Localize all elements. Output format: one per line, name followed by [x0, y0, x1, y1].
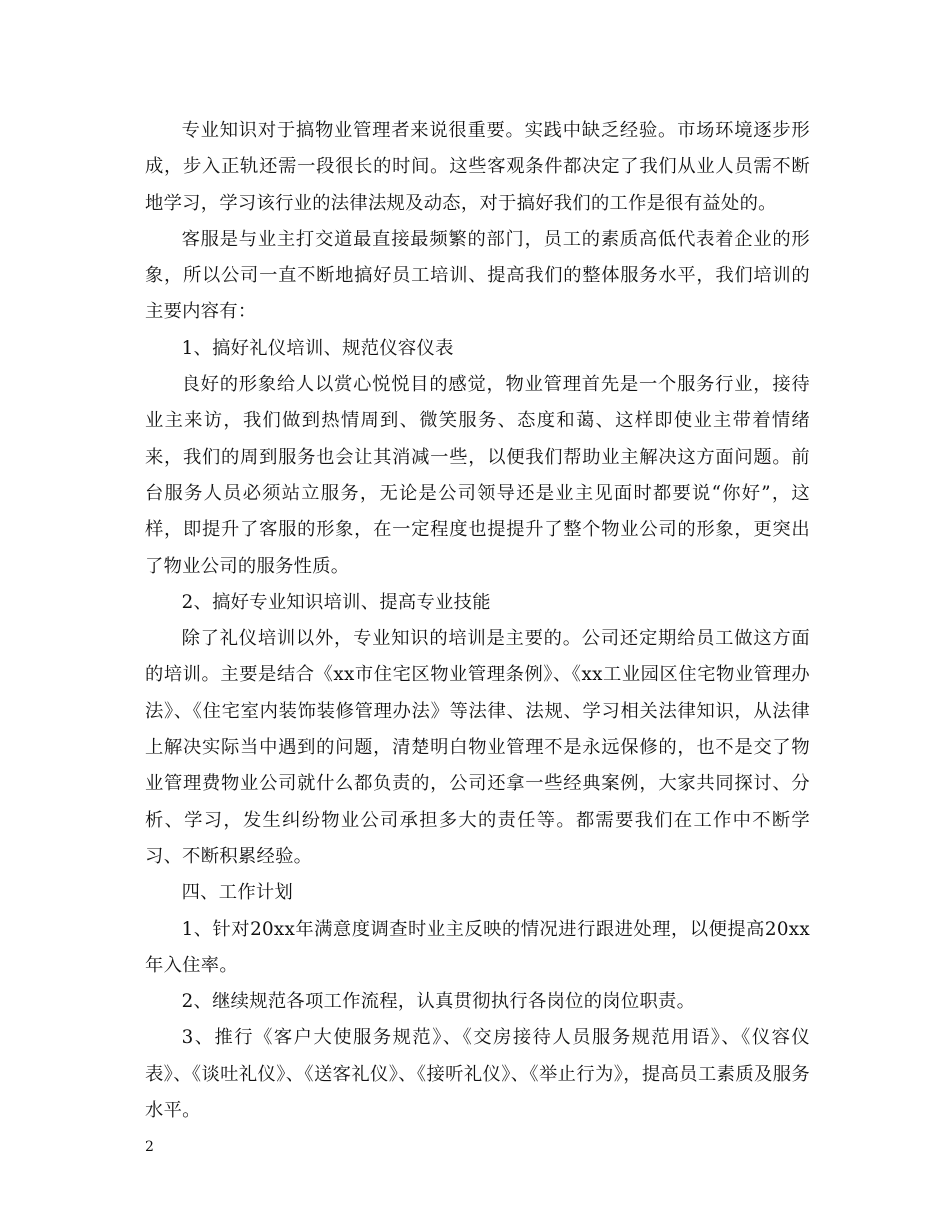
document-body [145, 113, 810, 1129]
heading-work-plan: 四、工作计划 [181, 882, 294, 904]
work-plan-item-2: 2、继续规范各项工作流程，认真贯彻执行各岗位的岗位职责。 [181, 991, 696, 1013]
heading-etiquette-training: 1、搞好礼仪培训、规范仪容仪表 [181, 337, 454, 359]
work-plan-item-3: 3、推行《客户大使服务规范》、《交房接待人员服务规范用语》、《仪容仪表》、《谈吐礼仪》、《送客礼仪》、《接听礼仪》、《举止行为》，提高员工素质及服务水平。 [145, 1027, 810, 1122]
heading-professional-training: 2、搞好专业知识培训、提高专业技能 [181, 591, 491, 613]
paragraph-etiquette-details: 良好的形象给人以赏心悦悦目的感觉，物业管理首先是一个服务行业，接待业主来访，我们做到热情周到、微笑服务、态度和蔼、这样即使业主带着情绪来，我们的周到服务也会让其消减一些，以便我们帮助业主解决这方面问题。前台服务人员必须站立服务，无论是公司领导还是业主见面时都要说“你好”，这样，即提升了客服的形象，在一定程度也提提升了整个物业公司的形象，更突出了物业公司的服务性质。 [145, 374, 810, 577]
page-number: 2 [145, 1139, 154, 1155]
paragraph-professional-knowledge: 专业知识对于搞物业管理者来说很重要。实践中缺乏经验。市场环境逐步形成，步入正轨还需一段很长的时间。这些客观条件都决定了我们从业人员需不断地学习，学习该行业的法律法规及动态，对于搞好我们的工作是很有益处的。 [145, 120, 810, 214]
work-plan-item-1: 1、针对20xx年满意度调查时业主反映的情况进行跟进处理，以便提高20xx年入住率。 [145, 918, 810, 976]
paragraph-customer-service: 客服是与业主打交道最直接最频繁的部门，员工的素质高低代表着企业的形象，所以公司一直不断地搞好员工培训、提高我们的整体服务水平，我们培训的主要内容有： [145, 228, 810, 323]
paragraph-professional-training-details: 除了礼仪培训以外，专业知识的培训是主要的。公司还定期给员工做这方面的培训。主要是结合《xx市住宅区物业管理条例》、《xx工业园区住宅物业管理办法》、《住宅室内装饰装修管理办法》等法律、法规、学习相关法律知识，从法律上解决实际当中遇到的问题，清楚明白物业管理不是永远保修的，也不是交了物业管理费物业公司就什么都负责的，公司还拿一些经典案例，大家共同探讨、分析、学习，发生纠纷物业公司承担多大的责任等。都需要我们在工作中不断学习、不断积累经验。 [145, 628, 810, 867]
